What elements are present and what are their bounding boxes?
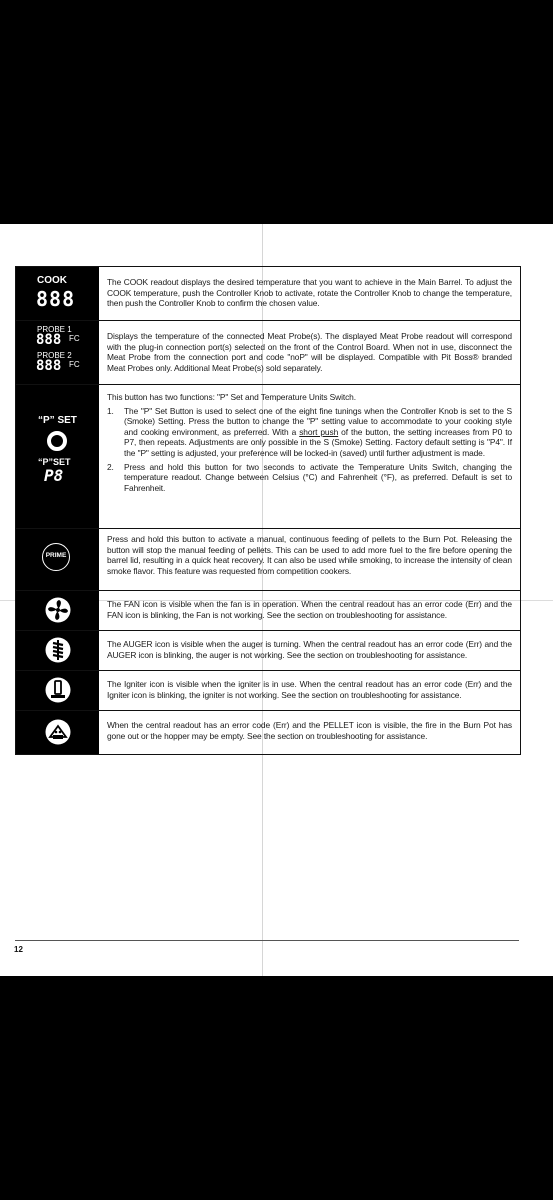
fan-description: The FAN icon is visible when the fan is in operation. When the central readout has an error code (Err) and the FAN icon is blinking, the Fan is not working. See the section on troubleshooting for assistance. (107, 599, 512, 620)
probe1-unit: FC (69, 334, 80, 343)
igniter-row (16, 670, 520, 711)
pset-item-2: 2. Press and hold this button for two seconds to activate the Temperature Units Switch, changing the temperature readout. Change between Celsius (°C) and Fahrenheit (°F), as preferred. Default is set to Fahrenheit. (107, 461, 512, 493)
prime-description: Press and hold this button to activate a manual, continuous feeding of pellets to the Burn Pot. Releasing the button will stop the manual feeding of pellets. This can be used to add more fuel to the fire before opening the barrel lid, resulting in a quick heat recovery. It can also be used while smoking, to increase the intensity of clean smoke flavor. This feature was requested from competition cookers. (107, 534, 512, 576)
probe1-label: PROBE 1 (37, 325, 72, 334)
pset-label-bottom: “P”SET (38, 457, 71, 467)
pellet-icon (44, 718, 72, 746)
pellet-row (16, 710, 520, 754)
manual-page (0, 224, 553, 976)
probe-description: Displays the temperature of the connected Meat Probe(s). The displayed Meat Probe readout will correspond with the plug-in connection port(s) selected on the front of the Control Board. When not in use, disconnect the Meat Probe from the connection port and code "noP" will be displayed. Compatible with Pit Boss® branded Meat Probes only. Additional Meat Probe(s) sold separately. (107, 331, 512, 373)
probe1-display: 888 (36, 332, 62, 348)
prime-row (16, 528, 520, 591)
auger-icon (44, 636, 72, 664)
fan-icon (44, 596, 72, 624)
control-panel-table (15, 266, 521, 755)
prime-label: PRIME (45, 552, 67, 559)
cook-description: The COOK readout displays the desired temperature that you want to achieve in the Main Barrel. To adjust the COOK temperature, push the Controller Knob to activate, rotate the Controller Knob to change the temperature, then push the Controller Knob to confirm the chosen value. (107, 277, 512, 309)
probe-row (16, 320, 520, 385)
footer-rule (15, 940, 519, 941)
fan-row (16, 590, 520, 631)
pellet-description: When the central readout has an error code (Err) and the PELLET icon is visible, the fire in the Burn Pot has gone out or the hopper may be empty. See the section on troubleshooting for assistance. (107, 720, 512, 741)
pset-description: This button has two functions: "P" Set and Temperature Units Switch. 1. The "P" Set Button is used to select one of the eight fine tunings when the Controller Knob is set to the S (Smoke) Setting. Press the button to change the "P" setting value to accommodate to your cooking style and cooking environment, as preferred. With a short push of the button, the setting increases from P0 to P7, then repeats. Adjustments are only possible in the S (Smoke) Setting. Factory default setting is "P4". If the "P" setting is adjusted, your preference will be locked-in (saved) until further adjustment is made. 2. Press and hold this button for two seconds to activate the Temperature Units Switch, changing the temperature readout. Change between Celsius (°C) and Fahrenheit (°F), as preferred. Default is set to Fahrenheit. (107, 392, 512, 493)
pset-display: P8 (44, 466, 64, 485)
cook-row (16, 267, 520, 321)
pset-row (16, 384, 520, 529)
probe2-label: PROBE 2 (37, 351, 72, 360)
pset-label-top: “P” SET (38, 415, 77, 426)
prime-button-icon[interactable] (42, 543, 70, 571)
probe2-unit: FC (69, 360, 80, 369)
auger-row (16, 630, 520, 671)
pset-item-1: 1. The "P" Set Button is used to select one of the eight fine tunings when the Controller Knob is set to the S (Smoke) Setting. Press the button to change the "P" setting value to accommodate to your cooking style and cooking environment, as preferred. With a short push of the button, the setting increases from P0 to P7, then repeats. Adjustments are only possible in the S (Smoke) Setting. Factory default setting is "P4". If the "P" setting is adjusted, your preference will be locked-in (saved) until further adjustment is made. (107, 405, 512, 458)
page-number: 12 (14, 945, 23, 954)
igniter-icon (44, 676, 72, 704)
igniter-description: The Igniter icon is visible when the igniter is in use. When the central readout has an error code (Err) and the Igniter icon is blinking, the igniter is not working. See the section on troubleshooting for assistance. (107, 679, 512, 700)
cook-label: COOK (37, 275, 67, 286)
auger-description: The AUGER icon is visible when the auger is turning. When the central readout has an error code (Err) and the AUGER icon is blinking, the auger is not working. See the section on troubleshooting for assistance. (107, 639, 512, 660)
cook-display: 888 (36, 287, 76, 311)
short-push-text: short push (299, 426, 339, 437)
pset-button-icon[interactable] (46, 430, 68, 452)
probe2-display: 888 (36, 358, 62, 374)
